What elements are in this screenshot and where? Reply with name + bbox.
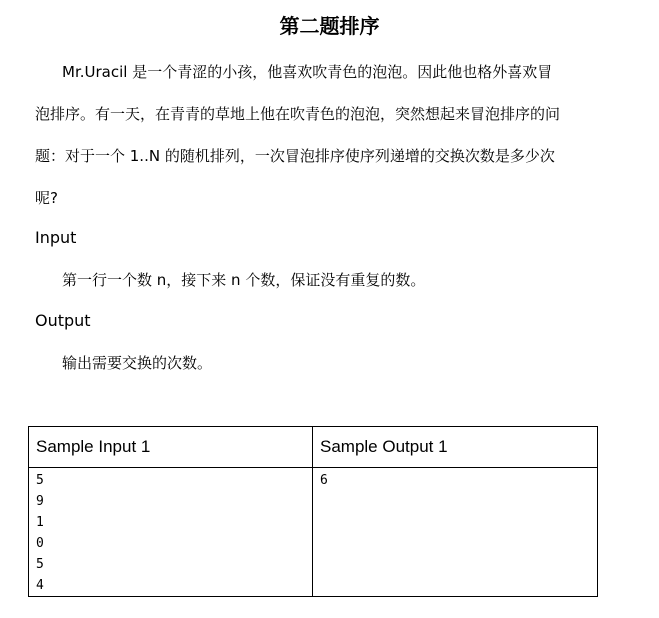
sample-output-header: Sample Output 1 [313,427,598,468]
sample-data-row [29,468,598,597]
description-line-2: 泡排序。有一天，在青青的草地上他在吹青色的泡泡，突然想起来冒泡排序的问 [35,105,561,123]
description-line-3: 题：对于一个 1..N 的随机排列，一次冒泡排序使序列递增的交换次数是多少次 [35,147,555,165]
description-line-4: 呢? [35,189,58,207]
sample-output-cell [313,468,598,597]
sample-input-line: 0 [36,536,44,551]
output-description: 输出需要交换的次数。 [62,354,213,372]
sample-table [28,426,598,597]
sample-input-line: 4 [36,578,44,593]
sample-input-cell [29,468,313,597]
sample-output-line: 6 [320,473,328,488]
sample-input-line: 1 [36,515,44,530]
sample-input-line: 5 [36,557,44,572]
sample-input-line: 5 [36,473,44,488]
sample-input-line: 9 [36,494,44,509]
description-line-1: Mr.Uracil 是一个青涩的小孩，他喜欢吹青色的泡泡。因此他也格外喜欢冒 [62,63,553,81]
page-title: 第二题排序 [279,14,380,38]
input-heading: Input [35,228,77,247]
sample-header-row [29,427,598,468]
output-heading: Output [35,311,91,330]
input-description: 第一行一个数 n，接下来 n 个数，保证没有重复的数。 [62,271,426,289]
sample-input-header: Sample Input 1 [29,427,313,468]
